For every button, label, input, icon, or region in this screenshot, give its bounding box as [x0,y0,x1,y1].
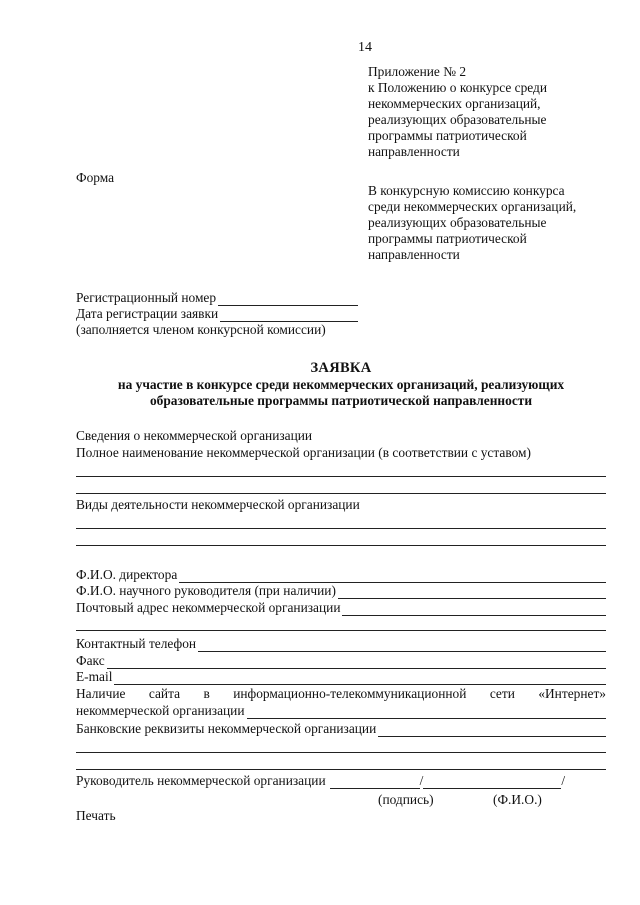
registration-number-field[interactable] [76,290,358,306]
subtitle-line: образовательные программы патриотической направленности [149,393,533,408]
page-number: 14 [358,40,372,55]
full-name-blank-line[interactable] [76,476,606,477]
seal-label: Печать [76,808,116,823]
addressee-line: В конкурсную комиссию конкурса [368,183,565,198]
appendix-reference [368,64,628,160]
registration-number-label: Регистрационный номер [76,290,217,305]
registration-date-blank[interactable] [220,309,358,322]
bank-field[interactable] [76,721,606,737]
subtitle-line: на участие в конкурсе среди некоммерческих организаций, реализующих [117,377,565,392]
postal-address-label: Почтовый адрес некоммерческой организации [76,600,341,615]
form-label: Форма [76,170,115,185]
registration-note: (заполняется членом конкурсной комиссии) [76,322,326,337]
website-label: некоммерческой организации [76,703,245,718]
website-word: сети [489,686,515,701]
website-blank[interactable] [247,706,606,719]
postal-address-field[interactable] [76,600,606,616]
website-line [76,686,606,702]
signatory-name-blank[interactable] [423,776,561,789]
appendix-line: программы патриотической [368,128,527,143]
email-label: E-mail [76,669,113,684]
website-word: «Интернет» [538,686,606,701]
email-blank[interactable] [114,672,606,685]
appendix-line: к Положению о конкурсе среди [368,80,548,95]
fax-field[interactable] [76,653,606,669]
activities-label: Виды деятельности некоммерческой организации [76,497,360,512]
signature-caption: (подпись) [378,792,434,807]
full-name-blank-line[interactable] [76,493,606,494]
director-blank[interactable] [179,570,606,583]
appendix-line: Приложение № 2 [368,64,467,79]
postal-address-blank[interactable] [342,603,606,616]
phone-label: Контактный телефон [76,636,197,651]
org-info-heading: Сведения о некоммерческой организации [76,428,313,443]
document-subtitle [76,377,606,409]
activities-blank-line[interactable] [76,528,606,529]
addressee-line: реализующих образовательные [368,215,547,230]
signature-blank[interactable] [330,776,420,789]
director-field[interactable] [76,567,606,583]
full-name-label: Полное наименование некоммерческой организации (в соответствии с уставом) [76,445,531,460]
name-caption: (Ф.И.О.) [493,792,542,807]
email-field[interactable] [76,669,606,685]
document-title: ЗАЯВКА [310,360,372,376]
addressee-line: среди некоммерческих организаций, [368,199,577,214]
addressee [368,183,628,263]
registration-number-blank[interactable] [218,293,358,306]
website-field[interactable] [76,703,606,719]
fax-blank[interactable] [107,656,606,669]
website-word: сайта [148,686,181,701]
phone-field[interactable] [76,636,606,652]
supervisor-label: Ф.И.О. научного руководителя (при наличии) [76,583,336,598]
bank-label: Банковские реквизиты некоммерческой организации [76,721,377,736]
addressee-line: направленности [368,247,460,262]
phone-blank[interactable] [198,639,606,652]
appendix-line: некоммерческих организаций, [368,96,541,111]
activities-blank-line[interactable] [76,545,606,546]
appendix-line: направленности [368,144,460,159]
director-label: Ф.И.О. директора [76,567,178,582]
bank-blank[interactable] [378,724,606,737]
signature-label: Руководитель некоммерческой организации [76,773,326,788]
website-word: информационно-телекоммуникационной [233,686,467,701]
registration-date-field[interactable] [76,306,358,322]
supervisor-field[interactable] [76,583,606,599]
supervisor-blank[interactable] [338,586,606,599]
website-word: Наличие [76,686,126,701]
addressee-line: программы патриотической [368,231,527,246]
registration-date-label: Дата регистрации заявки [76,306,219,321]
signature-separator: / [419,773,424,788]
bank-blank-line[interactable] [76,752,606,753]
appendix-line: реализующих образовательные [368,112,547,127]
website-word: в [203,686,210,701]
fax-label: Факс [76,653,105,668]
signature-row [76,773,616,789]
bank-blank-line[interactable] [76,769,606,770]
signature-end: / [561,773,566,788]
postal-address-blank-line[interactable] [76,630,606,631]
